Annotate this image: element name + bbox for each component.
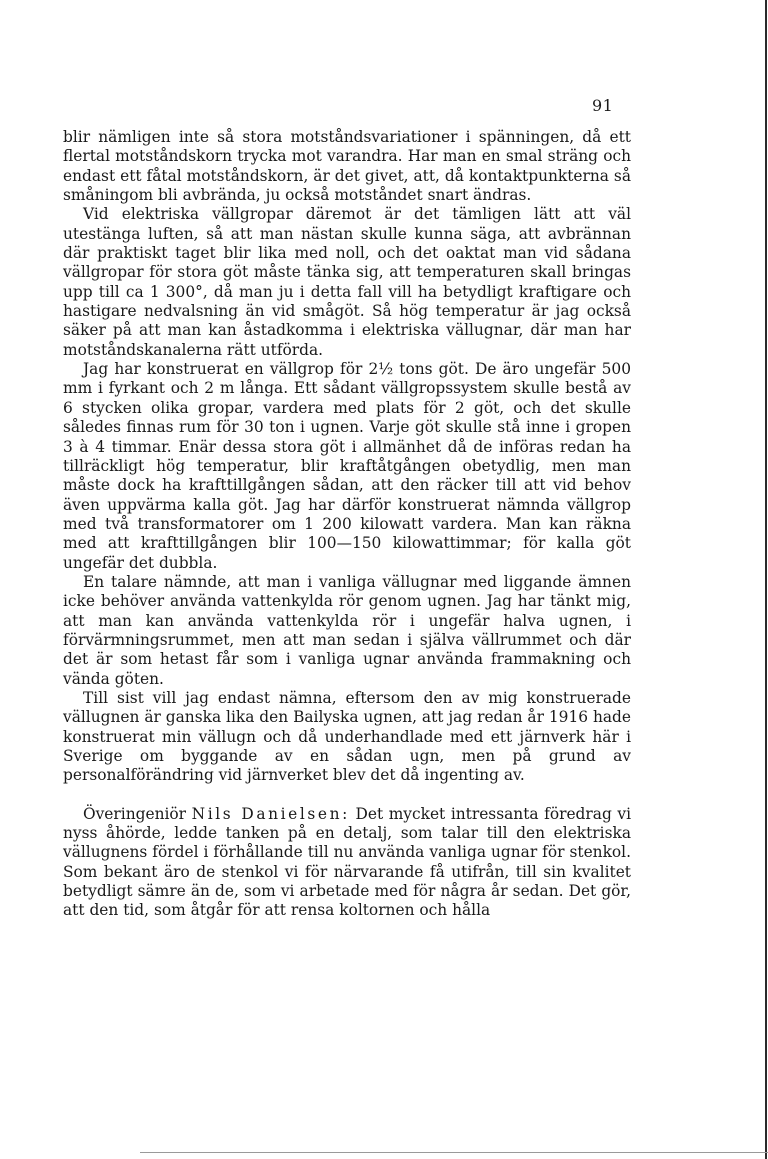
paragraph: En talare nämnde, att man i vanliga vällugnar med liggande ämnen icke behöver använda vattenkylda rör genom ugnen. Jag har tänkt mig, att man kan använda vattenkylda rör i ungefär halva ugnen, i förvärmningsrummet, men att man sedan i själva vällrummet och där det är som hetast får som i vanliga ugnar använda frammakning och vända göten.: [63, 572, 631, 688]
body-text: [63, 128, 631, 921]
speaker-title: Överingeniör: [83, 804, 187, 823]
speaker-name: Nils Danielsen:: [191, 804, 350, 823]
page-number: 91: [592, 96, 614, 115]
paragraph: Jag har konstruerat en vällgrop för 2½ tons göt. De äro ungefär 500 mm i fyrkant och 2 m långa. Ett sådant vällgropssystem skulle bestå av 6 stycken olika gropar, vardera med plats för 2 göt, och det skulle således finnas rum för 30 ton i ugnen. Varje göt skulle stå inne i gropen 3 à 4 timmar. Enär dessa stora göt i allmänhet då de införas redan ha tillräckligt hög temperatur, blir kraftåtgången obetydlig, men man måste dock ha krafttillgången sådan, att den räcker till att vid behov även uppvärma kalla göt. Jag har därför konstruerat nämnda vällgrop med två transformatorer om 1 200 kilowatt vardera. Man kan räkna med att krafttillgången blir 100—150 kilowattimmar; för kalla göt ungefär det dubbla.: [63, 360, 631, 572]
page-edge-bottom: [140, 1152, 768, 1153]
page-edge-right: [765, 0, 767, 1159]
speech-text: Det mycket intressanta föredrag vi nyss åhörde, ledde tanken på en detalj, som talar till den elektriska vällugnens fördel i förhållande till nu använda vanliga ugnar för stenkol. Som bekant äro de stenkol vi för närvarande få utifrån, till sin kvalitet betydligt sämre än de, som vi arbetade med för några år sedan. Det gör, att den tid, som åtgår för att rensa koltornen och hålla: [63, 804, 631, 920]
paragraph: blir nämligen inte så stora motståndsvariationer i spänningen, då ett flertal motståndskorn trycka mot varandra. Har man en smal sträng och endast ett fåtal motståndskorn, är det givet, att, då kontaktpunkterna så småningom bli avbrända, ju också motståndet snart ändras.: [63, 128, 631, 205]
paragraph: Vid elektriska vällgropar däremot är det tämligen lätt att väl utestänga luften, så att man nästan skulle kunna säga, att avbrännan där praktiskt taget blir lika med noll, och det oaktat man vid sådana vällgropar för stora göt måste tänka sig, att temperaturen skall bringas upp till ca 1 300°, då man ju i detta fall vill ha betydligt kraftigare och hastigare nedvalsning än vid smågöt. Så hög temperatur är jag också säker på att man kan åstadkomma i elektriska vällugnar, där man har motståndskanalerna rätt utförda.: [63, 205, 631, 359]
speech-paragraph: [63, 805, 631, 921]
paragraph: Till sist vill jag endast nämna, eftersom den av mig konstruerade vällugnen är ganska lika den Bailyska ugnen, att jag redan år 1916 hade konstruerat min vällugn och då underhandlade med ett järnverk här i Sverige om byggande av en sådan ugn, men på grund av personalförändring vid järnverket blev det då ingenting av.: [63, 688, 631, 785]
